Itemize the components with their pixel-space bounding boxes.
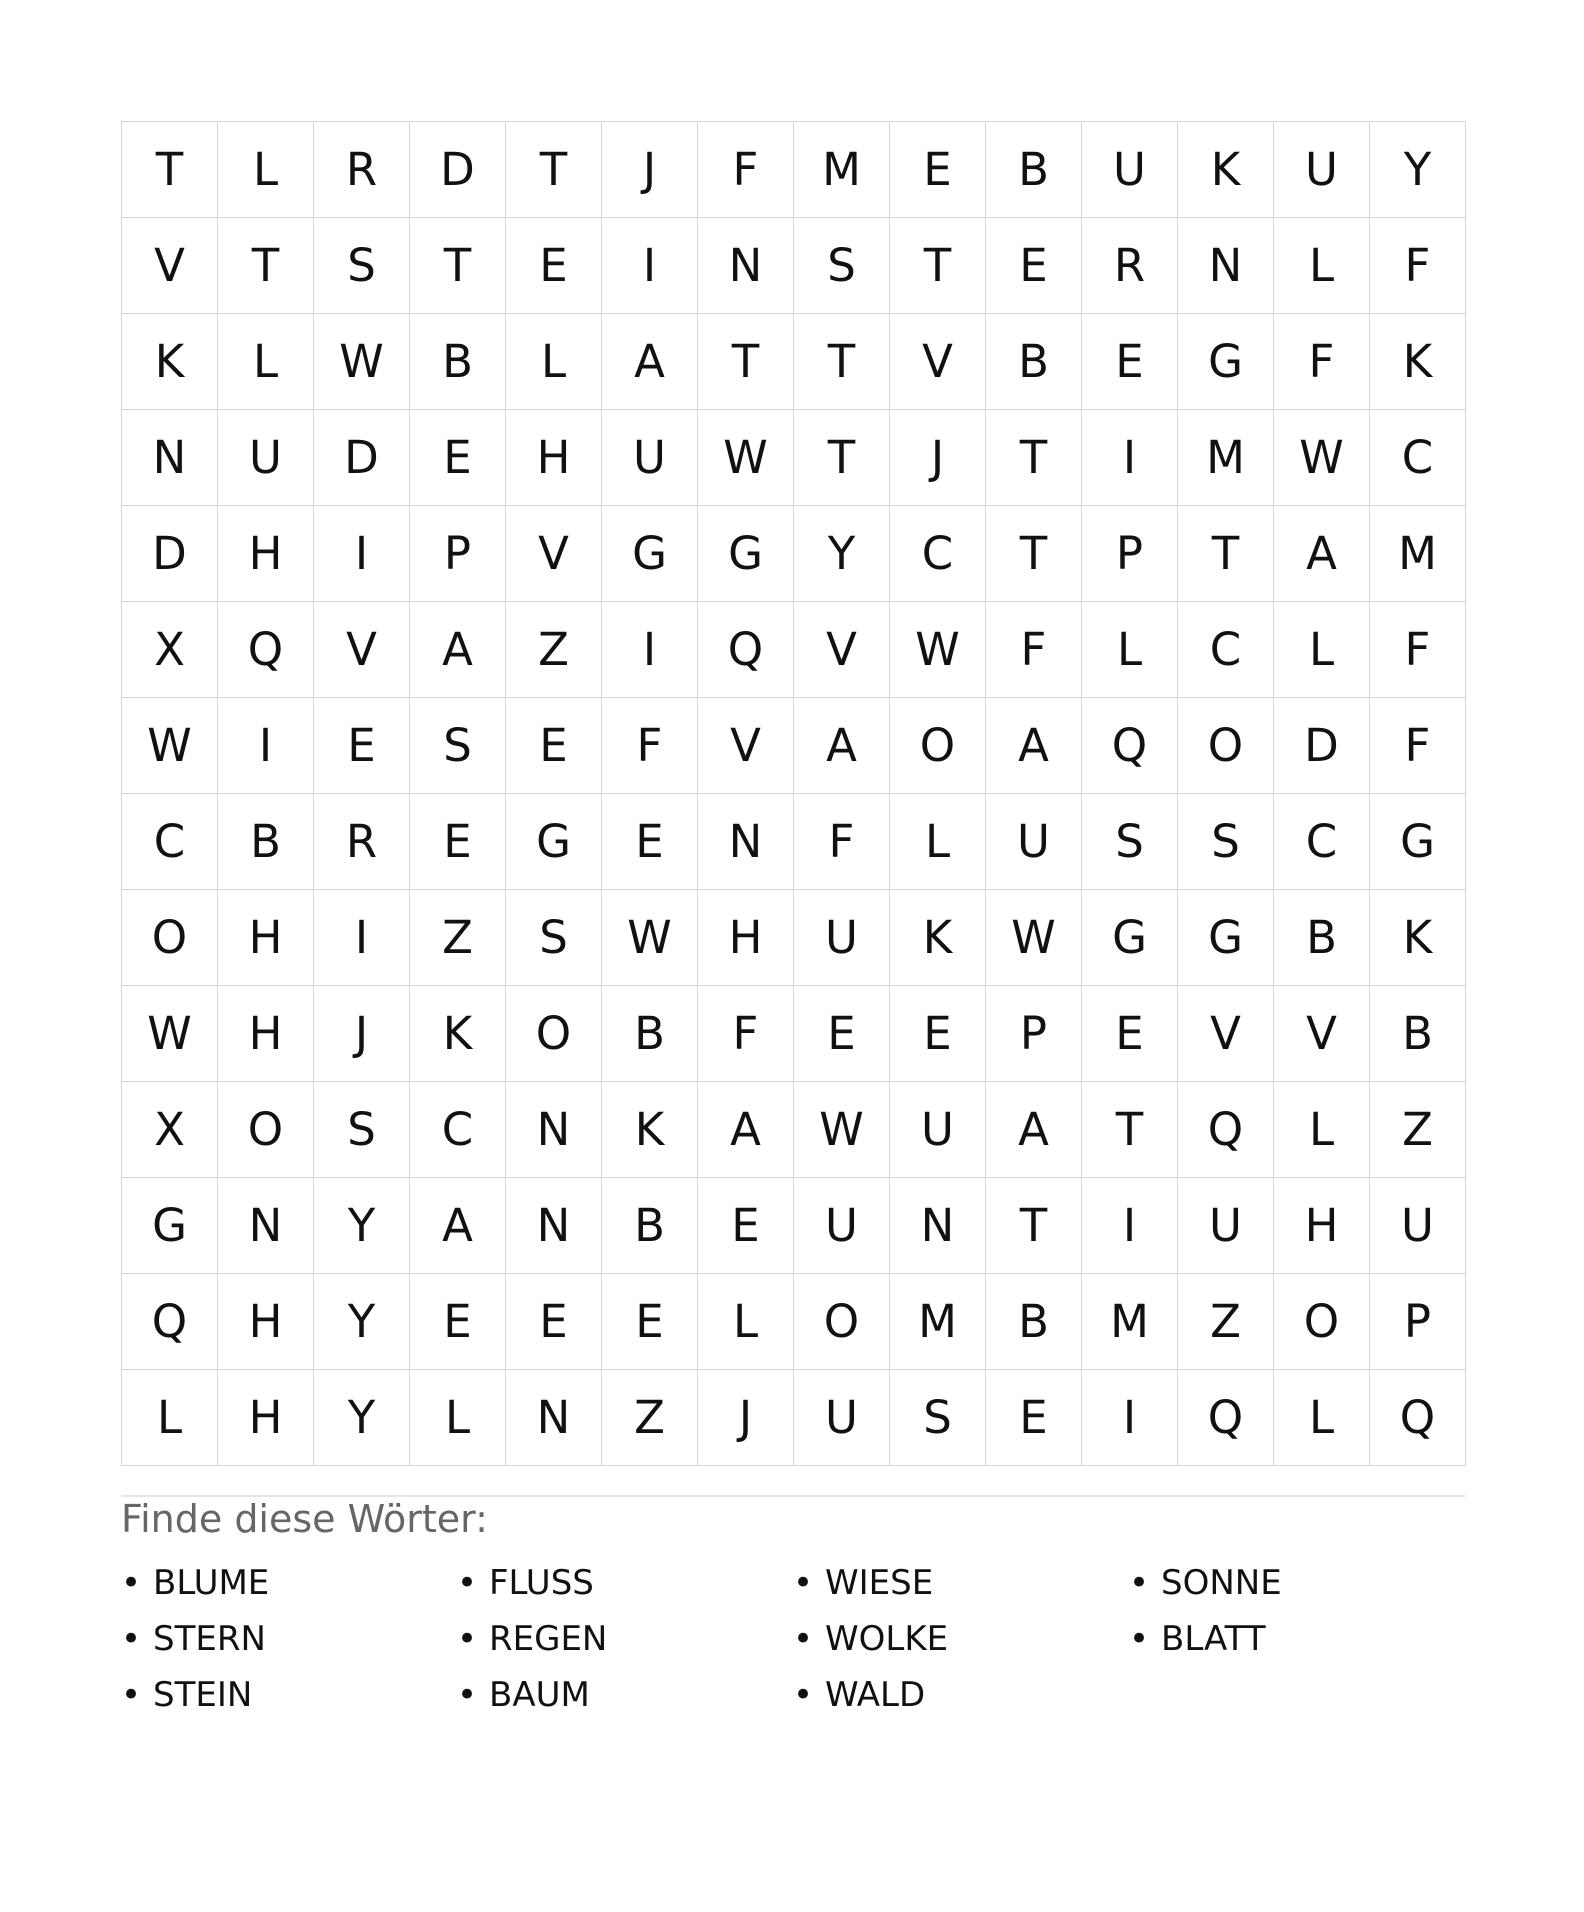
grid-cell[interactable]: H (218, 1274, 314, 1370)
grid-cell[interactable]: T (890, 218, 986, 314)
grid-cell[interactable]: O (1274, 1274, 1370, 1370)
grid-cell[interactable]: Q (698, 602, 794, 698)
grid-cell[interactable]: C (890, 506, 986, 602)
grid-cell[interactable]: S (1178, 794, 1274, 890)
grid-cell[interactable]: S (794, 218, 890, 314)
grid-cell[interactable]: Z (1370, 1082, 1466, 1178)
grid-cell[interactable]: F (698, 122, 794, 218)
grid-cell[interactable]: F (794, 794, 890, 890)
grid-cell[interactable]: E (410, 794, 506, 890)
grid-cell[interactable]: L (1274, 1370, 1370, 1466)
grid-cell[interactable]: J (698, 1370, 794, 1466)
grid-cell[interactable]: O (1178, 698, 1274, 794)
grid-cell[interactable]: N (1178, 218, 1274, 314)
grid-cell[interactable]: E (986, 1370, 1082, 1466)
grid-cell[interactable]: Q (1178, 1370, 1274, 1466)
grid-cell[interactable]: Q (122, 1274, 218, 1370)
bullet-icon: • (1129, 1619, 1150, 1659)
grid-cell[interactable]: G (1370, 794, 1466, 890)
grid-cell[interactable]: B (1274, 890, 1370, 986)
grid-cell[interactable]: D (314, 410, 410, 506)
word-list-item (121, 1667, 457, 1723)
grid-cell[interactable]: N (506, 1370, 602, 1466)
word-label: BLATT (1161, 1619, 1266, 1659)
bullet-icon: • (793, 1675, 814, 1715)
grid-cell[interactable]: W (986, 890, 1082, 986)
grid-cell[interactable]: Q (218, 602, 314, 698)
grid-cell[interactable]: W (698, 410, 794, 506)
grid-cell[interactable]: R (314, 122, 410, 218)
grid-cell[interactable]: P (1082, 506, 1178, 602)
grid-cell[interactable]: K (1370, 314, 1466, 410)
grid-cell[interactable]: H (1274, 1178, 1370, 1274)
grid-cell[interactable]: Q (1178, 1082, 1274, 1178)
grid-cell[interactable]: A (986, 1082, 1082, 1178)
grid-cell[interactable]: E (506, 698, 602, 794)
grid-cell[interactable]: E (506, 218, 602, 314)
word-label: WOLKE (825, 1619, 949, 1659)
grid-cell[interactable]: Z (506, 602, 602, 698)
grid-cell[interactable]: A (410, 1178, 506, 1274)
grid-cell[interactable]: T (1082, 1082, 1178, 1178)
grid-cell[interactable]: E (602, 794, 698, 890)
grid-cell[interactable]: I (314, 506, 410, 602)
grid-cell[interactable]: F (1370, 698, 1466, 794)
grid-cell[interactable]: L (506, 314, 602, 410)
grid-cell[interactable]: W (890, 602, 986, 698)
grid-cell[interactable]: M (1082, 1274, 1178, 1370)
grid-cell[interactable]: R (314, 794, 410, 890)
grid-cell[interactable]: U (1082, 122, 1178, 218)
word-list-item (121, 1611, 457, 1667)
grid-cell[interactable]: L (890, 794, 986, 890)
puzzle-grid (121, 121, 1466, 1466)
grid-cell[interactable]: W (794, 1082, 890, 1178)
grid-cell[interactable]: T (986, 506, 1082, 602)
grid-cell[interactable]: W (314, 314, 410, 410)
word-label: REGEN (489, 1619, 608, 1659)
bullet-icon: • (457, 1675, 478, 1715)
word-list-item (793, 1667, 1129, 1723)
grid-cell[interactable]: H (218, 506, 314, 602)
grid-cell[interactable]: V (794, 602, 890, 698)
grid-cell[interactable]: M (1178, 410, 1274, 506)
grid-cell[interactable]: Y (314, 1274, 410, 1370)
grid-cell[interactable]: L (122, 1370, 218, 1466)
grid-cell[interactable]: B (1370, 986, 1466, 1082)
word-list-item (1129, 1555, 1465, 1611)
grid-cell[interactable]: A (1274, 506, 1370, 602)
grid-cell[interactable]: O (218, 1082, 314, 1178)
grid-cell[interactable]: K (1370, 890, 1466, 986)
grid-cell[interactable]: E (602, 1274, 698, 1370)
grid-cell[interactable]: G (122, 1178, 218, 1274)
grid-cell[interactable]: H (218, 1370, 314, 1466)
bullet-icon: • (457, 1563, 478, 1603)
grid-cell[interactable]: U (602, 410, 698, 506)
bullet-icon: • (121, 1619, 142, 1659)
grid-cell[interactable]: T (986, 1178, 1082, 1274)
grid-cell[interactable]: D (122, 506, 218, 602)
word-label: WALD (825, 1675, 926, 1715)
bullet-icon: • (793, 1619, 814, 1659)
grid-cell[interactable]: A (410, 602, 506, 698)
grid-cell[interactable]: Z (410, 890, 506, 986)
grid-cell[interactable]: H (506, 410, 602, 506)
word-label: SONNE (1161, 1563, 1282, 1603)
grid-cell[interactable]: G (602, 506, 698, 602)
grid-cell[interactable]: O (506, 986, 602, 1082)
grid-cell[interactable]: S (890, 1370, 986, 1466)
grid-cell[interactable]: T (1178, 506, 1274, 602)
grid-cell[interactable]: F (1274, 314, 1370, 410)
grid-cell[interactable]: G (506, 794, 602, 890)
grid-cell[interactable]: F (986, 602, 1082, 698)
grid-cell[interactable]: U (1370, 1178, 1466, 1274)
grid-cell[interactable]: M (794, 122, 890, 218)
grid-cell[interactable]: B (602, 986, 698, 1082)
grid-cell[interactable]: I (602, 218, 698, 314)
grid-cell[interactable]: B (986, 1274, 1082, 1370)
grid-cell[interactable]: E (986, 218, 1082, 314)
grid-cell[interactable]: W (122, 986, 218, 1082)
grid-cell[interactable]: A (794, 698, 890, 794)
bullet-icon: • (121, 1563, 142, 1603)
grid-cell[interactable]: T (986, 410, 1082, 506)
grid-cell[interactable]: J (602, 122, 698, 218)
grid-cell[interactable]: A (698, 1082, 794, 1178)
grid-cell[interactable]: S (314, 218, 410, 314)
grid-cell[interactable]: B (218, 794, 314, 890)
grid-cell[interactable]: N (890, 1178, 986, 1274)
grid-cell[interactable]: D (410, 122, 506, 218)
grid-cell[interactable]: E (1082, 986, 1178, 1082)
grid-cell[interactable]: A (602, 314, 698, 410)
word-label: STERN (153, 1619, 266, 1659)
grid-cell[interactable]: K (410, 986, 506, 1082)
word-label: WIESE (825, 1563, 934, 1603)
grid-cell[interactable]: L (1274, 1082, 1370, 1178)
grid-cell[interactable]: W (1274, 410, 1370, 506)
grid-cell[interactable]: C (1370, 410, 1466, 506)
grid-cell[interactable]: C (410, 1082, 506, 1178)
grid-cell[interactable]: I (1082, 1370, 1178, 1466)
grid-cell[interactable]: T (218, 218, 314, 314)
grid-cell[interactable]: U (1274, 122, 1370, 218)
grid-cell[interactable]: B (410, 314, 506, 410)
grid-cell[interactable]: B (986, 122, 1082, 218)
grid-cell[interactable]: W (602, 890, 698, 986)
grid-cell[interactable]: B (602, 1178, 698, 1274)
grid-cell[interactable]: F (1370, 602, 1466, 698)
grid-cell[interactable]: E (506, 1274, 602, 1370)
word-list-item (457, 1555, 793, 1611)
grid-cell[interactable]: L (410, 1370, 506, 1466)
grid-cell[interactable]: T (794, 314, 890, 410)
grid-cell[interactable]: U (986, 794, 1082, 890)
grid-cell[interactable]: P (1370, 1274, 1466, 1370)
grid-cell[interactable]: Y (314, 1370, 410, 1466)
grid-cell[interactable]: A (986, 698, 1082, 794)
grid-cell[interactable]: H (218, 986, 314, 1082)
grid-cell[interactable]: Q (1082, 698, 1178, 794)
grid-cell[interactable]: G (1178, 314, 1274, 410)
grid-cell[interactable]: N (698, 794, 794, 890)
grid-cell[interactable]: H (218, 890, 314, 986)
grid-cell[interactable]: W (122, 698, 218, 794)
grid-cell[interactable]: N (698, 218, 794, 314)
grid-cell[interactable]: E (794, 986, 890, 1082)
grid-cell[interactable]: U (890, 1082, 986, 1178)
word-label: BAUM (489, 1675, 590, 1715)
grid-cell[interactable]: N (506, 1082, 602, 1178)
grid-cell[interactable]: N (122, 410, 218, 506)
grid-cell[interactable]: V (122, 218, 218, 314)
word-list-item (793, 1611, 1129, 1667)
grid-cell[interactable]: V (698, 698, 794, 794)
grid-cell[interactable]: V (1274, 986, 1370, 1082)
grid-cell[interactable]: T (698, 314, 794, 410)
grid-cell[interactable]: K (1178, 122, 1274, 218)
grid-cell[interactable]: E (410, 410, 506, 506)
grid-cell[interactable]: S (506, 890, 602, 986)
grid-cell[interactable]: K (122, 314, 218, 410)
grid-cell[interactable]: U (218, 410, 314, 506)
grid-cell[interactable]: L (218, 122, 314, 218)
grid-cell[interactable]: Y (794, 506, 890, 602)
grid-cell[interactable]: O (122, 890, 218, 986)
grid-cell[interactable]: R (1082, 218, 1178, 314)
grid-cell[interactable]: Y (314, 1178, 410, 1274)
grid-cell[interactable]: K (890, 890, 986, 986)
word-list-item (1129, 1611, 1465, 1667)
grid-cell[interactable]: P (986, 986, 1082, 1082)
grid-cell[interactable]: Z (1178, 1274, 1274, 1370)
bullet-icon: • (1129, 1563, 1150, 1603)
word-label: BLUME (153, 1563, 270, 1603)
grid-cell[interactable]: I (218, 698, 314, 794)
word-list-item (457, 1611, 793, 1667)
grid-cell[interactable]: H (698, 890, 794, 986)
grid-cell[interactable]: V (890, 314, 986, 410)
grid-cell[interactable]: Q (1370, 1370, 1466, 1466)
grid-cell[interactable]: O (794, 1274, 890, 1370)
grid-cell[interactable]: V (1178, 986, 1274, 1082)
words-heading: Finde diese Wörter: (121, 1497, 488, 1541)
grid-cell[interactable]: J (314, 986, 410, 1082)
grid-cell[interactable]: E (314, 698, 410, 794)
grid-cell[interactable]: V (506, 506, 602, 602)
grid-cell[interactable]: C (1274, 794, 1370, 890)
word-list-item (457, 1667, 793, 1723)
grid-cell[interactable]: S (314, 1082, 410, 1178)
bullet-icon: • (457, 1619, 478, 1659)
grid-cell[interactable]: U (794, 1178, 890, 1274)
grid-cell[interactable]: N (218, 1178, 314, 1274)
grid-cell[interactable]: E (890, 986, 986, 1082)
bullet-icon: • (793, 1563, 814, 1603)
grid-cell[interactable]: U (794, 1370, 890, 1466)
grid-cell[interactable]: I (602, 602, 698, 698)
grid-cell[interactable]: T (794, 410, 890, 506)
grid-cell[interactable]: L (698, 1274, 794, 1370)
grid-cell[interactable]: N (506, 1178, 602, 1274)
grid-cell[interactable]: I (314, 890, 410, 986)
word-list-item (793, 1555, 1129, 1611)
grid-cell[interactable]: F (602, 698, 698, 794)
grid-cell[interactable]: E (890, 122, 986, 218)
grid-cell[interactable]: C (122, 794, 218, 890)
grid-cell[interactable]: F (698, 986, 794, 1082)
grid-cell[interactable]: G (1178, 890, 1274, 986)
grid-cell[interactable]: G (1082, 890, 1178, 986)
word-label: STEIN (153, 1675, 253, 1715)
grid-cell[interactable]: M (890, 1274, 986, 1370)
grid-cell[interactable]: V (314, 602, 410, 698)
grid-cell[interactable]: T (122, 122, 218, 218)
grid-cell[interactable]: X (122, 602, 218, 698)
grid-cell[interactable]: I (1082, 410, 1178, 506)
grid-cell[interactable]: M (1370, 506, 1466, 602)
grid-cell[interactable]: S (1082, 794, 1178, 890)
grid-cell[interactable]: U (1178, 1178, 1274, 1274)
grid-cell[interactable]: F (1370, 218, 1466, 314)
grid-cell[interactable]: E (410, 1274, 506, 1370)
grid-cell[interactable]: T (410, 218, 506, 314)
word-list-item (121, 1555, 457, 1611)
grid-cell[interactable]: L (1082, 602, 1178, 698)
grid-cell[interactable]: X (122, 1082, 218, 1178)
grid-cell[interactable]: E (698, 1178, 794, 1274)
grid-cell[interactable]: U (794, 890, 890, 986)
grid-cell[interactable]: T (506, 122, 602, 218)
word-label: FLUSS (489, 1563, 594, 1603)
word-list (121, 1555, 1465, 1723)
grid-cell[interactable]: E (1082, 314, 1178, 410)
grid-cell[interactable]: L (1274, 602, 1370, 698)
grid-cell[interactable]: B (986, 314, 1082, 410)
bullet-icon: • (121, 1675, 142, 1715)
grid-cell[interactable]: K (602, 1082, 698, 1178)
grid-cell[interactable]: O (890, 698, 986, 794)
grid-cell[interactable]: L (218, 314, 314, 410)
grid-cell[interactable]: S (410, 698, 506, 794)
grid-cell[interactable]: Z (602, 1370, 698, 1466)
grid-cell[interactable]: G (698, 506, 794, 602)
grid-cell[interactable]: I (1082, 1178, 1178, 1274)
grid-cell[interactable]: J (890, 410, 986, 506)
grid-cell[interactable]: D (1274, 698, 1370, 794)
grid-cell[interactable]: P (410, 506, 506, 602)
grid-cell[interactable]: C (1178, 602, 1274, 698)
grid-cell[interactable]: L (1274, 218, 1370, 314)
grid-cell[interactable]: Y (1370, 122, 1466, 218)
